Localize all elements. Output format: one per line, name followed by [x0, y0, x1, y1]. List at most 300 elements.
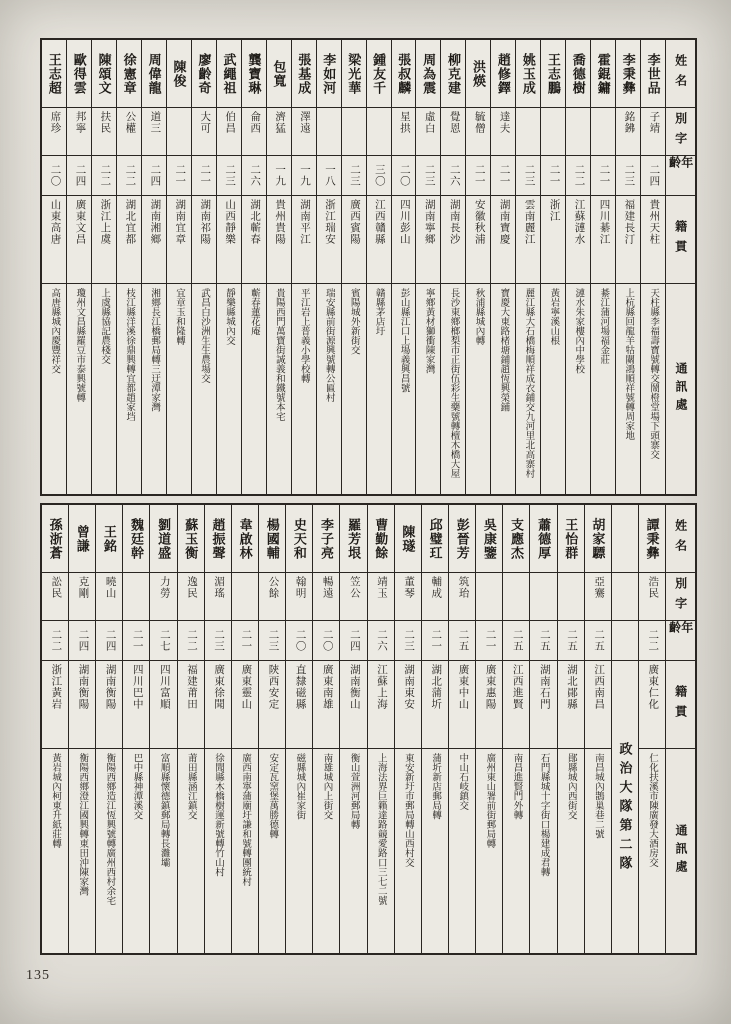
person-zi	[368, 573, 394, 621]
person-native	[491, 196, 515, 284]
person-native	[422, 661, 448, 749]
person-age-text: 二二	[50, 629, 62, 652]
header-name	[666, 40, 695, 108]
person-age	[591, 156, 615, 196]
header-age-text: 年齡	[667, 156, 694, 176]
person-zi	[476, 573, 502, 621]
person-name-text: 孫浙蒼	[47, 517, 63, 560]
person-native-text: 湖南寶慶	[498, 199, 510, 245]
person-name-text: 羅芳垠	[346, 517, 362, 560]
person-native-text: 四川綦江	[598, 199, 610, 245]
person-native	[317, 196, 341, 284]
person-column	[285, 505, 312, 953]
person-name-text: 龔寶琳	[246, 52, 262, 95]
person-age-text: 二〇	[294, 629, 306, 652]
person-native	[96, 661, 122, 749]
person-age	[616, 156, 640, 196]
person-native-text: 湖南寧鄉	[423, 199, 435, 245]
person-zi	[192, 108, 216, 156]
header-name-text: 姓名	[673, 518, 688, 559]
person-zi-text: 董琴	[403, 576, 415, 599]
header-zi-text: 別字	[673, 111, 688, 152]
person-age-text: 二三	[403, 629, 415, 652]
person-native	[558, 661, 584, 749]
roster-table-bottom	[40, 503, 697, 955]
person-address-text: 中山石岐鎮交	[457, 753, 468, 810]
person-native	[178, 661, 204, 749]
person-zi	[286, 573, 312, 621]
person-address	[267, 284, 291, 494]
person-zi-text: 浩民	[647, 576, 659, 599]
person-zi	[232, 573, 258, 621]
person-zi	[422, 573, 448, 621]
person-name	[516, 40, 540, 108]
person-column	[540, 40, 565, 494]
roster-table-top	[40, 38, 697, 496]
person-native-text: 四川巴中	[131, 664, 143, 710]
person-name-text: 姚玉成	[520, 52, 536, 95]
person-column	[312, 505, 339, 953]
person-native-text: 山西靜樂	[224, 199, 236, 245]
person-native-text: 湖北鄖縣	[566, 664, 577, 710]
person-age	[491, 156, 515, 196]
person-zi-text: 公餘	[267, 576, 279, 599]
person-zi	[591, 108, 615, 156]
unit-label	[612, 661, 638, 953]
person-name-text: 曾謙	[74, 524, 90, 553]
person-name	[368, 505, 394, 573]
person-column	[529, 505, 556, 953]
person-age-text: 二一	[240, 629, 252, 652]
person-native	[267, 196, 291, 284]
person-name	[142, 40, 166, 108]
person-column	[590, 40, 615, 494]
person-native-text: 湖北宜都	[124, 199, 136, 245]
person-age-text: 二五	[511, 629, 523, 652]
person-column	[615, 40, 640, 494]
person-name	[441, 40, 465, 108]
person-column	[231, 505, 258, 953]
person-zi-text: 靖玉	[376, 576, 388, 599]
person-age	[96, 621, 122, 661]
person-native	[449, 661, 475, 749]
person-age-text: 二四	[348, 629, 360, 652]
person-name	[42, 40, 66, 108]
person-column	[502, 505, 529, 953]
person-native	[286, 661, 312, 749]
person-name	[641, 40, 665, 108]
person-age-text: 一九	[299, 164, 311, 187]
person-address	[566, 284, 590, 494]
person-name-text: 譚秉彝	[644, 517, 660, 560]
person-name-text: 劉道盛	[156, 517, 172, 560]
person-address	[416, 284, 440, 494]
person-address-text: 漣水朱家樓內中學校	[573, 288, 584, 374]
person-age-text: 二五	[457, 629, 469, 652]
person-native-text: 直隸磁縣	[294, 664, 306, 710]
person-address	[503, 749, 529, 953]
person-age-text: 二四	[104, 629, 116, 652]
person-name	[67, 40, 91, 108]
person-name	[422, 505, 448, 573]
person-age	[267, 156, 291, 196]
person-name-text: 李世品	[645, 52, 661, 95]
person-native	[416, 196, 440, 284]
person-name	[585, 505, 611, 573]
person-column	[584, 505, 611, 953]
person-native	[516, 196, 540, 284]
header-age	[666, 156, 695, 196]
person-name-text: 王怡群	[563, 517, 579, 560]
person-column	[440, 40, 465, 494]
person-native-text: 廣東惠陽	[484, 664, 496, 710]
person-address	[69, 749, 95, 953]
person-address	[42, 749, 68, 953]
person-zi-text: 達夫	[498, 111, 510, 134]
person-column	[367, 505, 394, 953]
person-zi	[441, 108, 465, 156]
person-name	[117, 40, 141, 108]
person-address	[639, 749, 665, 953]
person-native-text: 山東高唐	[49, 199, 61, 245]
person-age	[286, 621, 312, 661]
person-age-text: 二二	[99, 164, 111, 187]
person-address-text: 瑞安縣前街源興號轉公匾村	[323, 288, 334, 402]
person-column	[149, 505, 176, 953]
person-age-text: 二一	[484, 629, 496, 652]
person-address-text: 南雄城內上街交	[321, 753, 332, 820]
person-zi	[123, 573, 149, 621]
person-age	[342, 156, 366, 196]
person-zi	[340, 573, 366, 621]
header-native	[666, 196, 695, 284]
person-age-text: 二一	[473, 164, 485, 187]
person-name-text: 吳康鑒	[481, 517, 497, 560]
person-zi-text: 澤遠	[299, 111, 311, 134]
person-age	[192, 156, 216, 196]
person-age-text: 二〇	[321, 629, 333, 652]
person-address	[516, 284, 540, 494]
person-column	[66, 40, 91, 494]
person-native	[476, 661, 502, 749]
person-native-text: 湖南平江	[299, 199, 311, 245]
person-address	[449, 749, 475, 953]
person-native	[566, 196, 590, 284]
person-zi-text: 暢遠	[321, 576, 333, 599]
person-zi	[449, 573, 475, 621]
person-address	[205, 749, 231, 953]
person-name-text: 王志超	[46, 52, 62, 95]
person-native-text: 江西贛縣	[373, 199, 385, 245]
person-native	[367, 196, 391, 284]
person-column	[216, 40, 241, 494]
person-column	[316, 40, 341, 494]
person-name-text: 周偉龍	[146, 52, 162, 95]
person-column	[415, 40, 440, 494]
person-native-text: 四川彭山	[398, 199, 410, 245]
person-age	[503, 621, 529, 661]
person-native-text: 江西南昌	[593, 664, 605, 710]
person-address-text: 彭山縣江口上場義興昌號	[398, 288, 409, 393]
person-address-text: 枝江縣洋溪徐鼎興轉宜都趙家垱	[124, 288, 135, 421]
person-column	[91, 40, 116, 494]
person-column	[640, 40, 665, 494]
person-column	[448, 505, 475, 953]
person-address	[178, 749, 204, 953]
person-native-text: 貴州天柱	[648, 199, 660, 245]
person-name-text: 蕭德厚	[536, 517, 552, 560]
person-zi-text: 伯昌	[224, 111, 236, 134]
person-zi-text: 克剛	[77, 576, 89, 599]
person-age-text: 二三	[213, 629, 225, 652]
person-age	[92, 156, 116, 196]
person-name	[42, 505, 68, 573]
person-column	[191, 40, 216, 494]
person-age	[368, 621, 394, 661]
person-native-text: 陝西安定	[267, 664, 279, 710]
person-native-text: 廣東靈山	[240, 664, 252, 710]
person-native	[541, 196, 565, 284]
person-zi	[516, 108, 540, 156]
person-address	[585, 749, 611, 953]
person-name	[530, 505, 556, 573]
person-native	[441, 196, 465, 284]
person-native	[117, 196, 141, 284]
person-age-text: 二一	[430, 629, 442, 652]
person-address-text: 寶慶大東路楮塘鋪趙恆興榮鋪	[498, 288, 509, 412]
person-age	[516, 156, 540, 196]
person-name-text: 胡家驃	[590, 517, 606, 560]
person-native-text: 湖南長沙	[448, 199, 460, 245]
person-name	[313, 505, 339, 573]
person-zi	[367, 108, 391, 156]
person-name	[217, 40, 241, 108]
person-address	[616, 284, 640, 494]
person-column	[366, 40, 391, 494]
person-address-text: 上海法界巨籟達路竸愛路口三七二號	[375, 753, 386, 905]
person-name-text: 魏廷幹	[129, 517, 145, 560]
person-zi-text: 輔成	[430, 576, 442, 599]
person-name-text: 李如河	[321, 52, 337, 95]
person-native	[217, 196, 241, 284]
person-native	[69, 661, 95, 749]
person-name-text: 廖齡奇	[196, 52, 212, 95]
person-name	[476, 505, 502, 573]
person-age	[641, 156, 665, 196]
person-address-text: 石門縣城十字街口楊建成君轉	[538, 753, 549, 877]
person-age	[476, 621, 502, 661]
person-name	[150, 505, 176, 573]
person-native	[92, 196, 116, 284]
person-native-text: 湖南衡山	[348, 664, 360, 710]
person-name	[167, 40, 191, 108]
person-age	[217, 156, 241, 196]
person-age	[242, 156, 266, 196]
person-name	[639, 505, 665, 573]
header-age-text: 年齡	[667, 621, 694, 641]
person-age	[205, 621, 231, 661]
person-address	[441, 284, 465, 494]
person-column	[42, 505, 68, 953]
person-age-text: 二四	[77, 629, 89, 652]
person-address	[192, 284, 216, 494]
person-name	[123, 505, 149, 573]
person-age	[558, 621, 584, 661]
person-native	[167, 196, 191, 284]
person-native-text: 雲南麗江	[523, 199, 535, 245]
header-address-text: 通訊處	[673, 362, 688, 416]
person-age-text: 二一	[131, 629, 143, 652]
person-column	[557, 505, 584, 953]
person-address	[367, 284, 391, 494]
person-column	[394, 505, 421, 953]
person-age	[340, 621, 366, 661]
person-address	[167, 284, 191, 494]
person-age-text: 一八	[323, 164, 335, 187]
person-age-text: 二三	[224, 164, 236, 187]
person-zi	[292, 108, 316, 156]
person-zi	[530, 573, 556, 621]
person-name	[242, 40, 266, 108]
person-native-text: 廣東南雄	[321, 664, 333, 710]
person-age	[317, 156, 341, 196]
person-address	[42, 284, 66, 494]
person-name	[69, 505, 95, 573]
header-column	[665, 40, 695, 494]
header-native-text: 籍貫	[673, 219, 688, 260]
person-name-text: 李秉彝	[620, 52, 636, 95]
person-age	[395, 621, 421, 661]
person-address	[342, 284, 366, 494]
person-native-text: 湖北蒲圻	[430, 664, 442, 710]
person-native	[150, 661, 176, 749]
person-zi-text: 星拱	[398, 111, 410, 134]
divider-empty-age	[612, 621, 638, 661]
person-address-text: 莆田縣涵江鎮交	[185, 753, 196, 820]
person-address-text: 黃岩寧溪山根	[548, 288, 559, 345]
person-native	[192, 196, 216, 284]
person-zi-text: 毓僧	[473, 111, 485, 134]
person-column	[95, 505, 122, 953]
person-address-text: 蘄春蓮花庵	[248, 288, 259, 336]
person-native-text: 江蘇上海	[376, 664, 388, 710]
person-native-text: 浙江上虞	[99, 199, 111, 245]
person-native	[42, 196, 66, 284]
person-native-text: 浙江	[548, 199, 560, 222]
person-zi	[395, 573, 421, 621]
person-zi	[42, 573, 68, 621]
person-native-text: 廣東仁化	[647, 664, 659, 710]
person-age-text: 二三	[267, 629, 279, 652]
person-zi-text: 筑珆	[457, 576, 469, 599]
person-zi	[69, 573, 95, 621]
person-name-text: 張叔麟	[396, 52, 412, 95]
person-zi	[117, 108, 141, 156]
person-address	[123, 749, 149, 953]
person-column	[341, 40, 366, 494]
person-column	[339, 505, 366, 953]
person-name-text: 柳克建	[446, 52, 462, 95]
person-native	[340, 661, 366, 749]
person-name-text: 邱璧玒	[427, 517, 443, 560]
person-zi	[92, 108, 116, 156]
person-native-text: 江西進賢	[511, 664, 523, 710]
person-age	[69, 621, 95, 661]
person-zi-text: 子靖	[648, 111, 660, 134]
person-age	[449, 621, 475, 661]
person-name	[491, 40, 515, 108]
person-zi	[142, 108, 166, 156]
person-zi	[503, 573, 529, 621]
person-native-text: 湖北蘄春	[249, 199, 261, 245]
person-name-text: 韋啟林	[237, 517, 253, 560]
person-zi	[217, 108, 241, 156]
person-zi	[466, 108, 490, 156]
person-native-text: 四川富順	[158, 664, 170, 710]
person-age	[123, 621, 149, 661]
person-address-text: 仁化扶溪市陳廣發大酒房交	[647, 753, 658, 867]
person-native	[205, 661, 231, 749]
person-column	[177, 505, 204, 953]
person-age	[639, 621, 665, 661]
person-address-text: 巴中縣神潭溪交	[131, 753, 142, 820]
person-address	[466, 284, 490, 494]
person-name	[342, 40, 366, 108]
person-address	[150, 749, 176, 953]
person-native-text: 浙江黃岩	[50, 664, 62, 710]
person-age	[441, 156, 465, 196]
person-address-text: 鄖縣城內西街交	[565, 753, 576, 820]
person-zi	[566, 108, 590, 156]
person-native	[585, 661, 611, 749]
person-address	[392, 284, 416, 494]
person-zi	[558, 573, 584, 621]
person-name	[192, 40, 216, 108]
person-column	[68, 505, 95, 953]
person-address-text: 衡陽西鄉澄江國興轉東田沖陳家灣	[77, 753, 88, 896]
person-age	[150, 621, 176, 661]
person-address	[591, 284, 615, 494]
person-name-text: 張基成	[296, 52, 312, 95]
person-address-text: 賓陽城外新街交	[348, 288, 359, 355]
person-address	[286, 749, 312, 953]
person-name	[591, 40, 615, 108]
header-name	[666, 505, 695, 573]
person-name	[259, 505, 285, 573]
person-age-text: 二一	[498, 164, 510, 187]
person-address	[259, 749, 285, 953]
person-native-text: 廣東中山	[457, 664, 469, 710]
person-address	[541, 284, 565, 494]
person-address	[558, 749, 584, 953]
person-address-text: 綦江蒲河場福金莊	[598, 288, 609, 364]
person-zi-text: 侖西	[249, 111, 261, 134]
header-name-text: 姓名	[673, 53, 688, 94]
person-zi	[205, 573, 231, 621]
person-column	[475, 505, 502, 953]
person-age-text: 二二	[573, 164, 585, 187]
person-native-text: 廣東文昌	[74, 199, 86, 245]
person-native-text: 安徽秋浦	[473, 199, 485, 245]
person-native	[639, 661, 665, 749]
person-address	[292, 284, 316, 494]
person-native-text: 湖南祁陽	[199, 199, 211, 245]
person-native-text: 廣東徐聞	[213, 664, 225, 710]
person-name-text: 霍錕鏞	[595, 52, 611, 95]
person-column	[421, 505, 448, 953]
person-name-text: 周為震	[421, 52, 437, 95]
person-address	[67, 284, 91, 494]
